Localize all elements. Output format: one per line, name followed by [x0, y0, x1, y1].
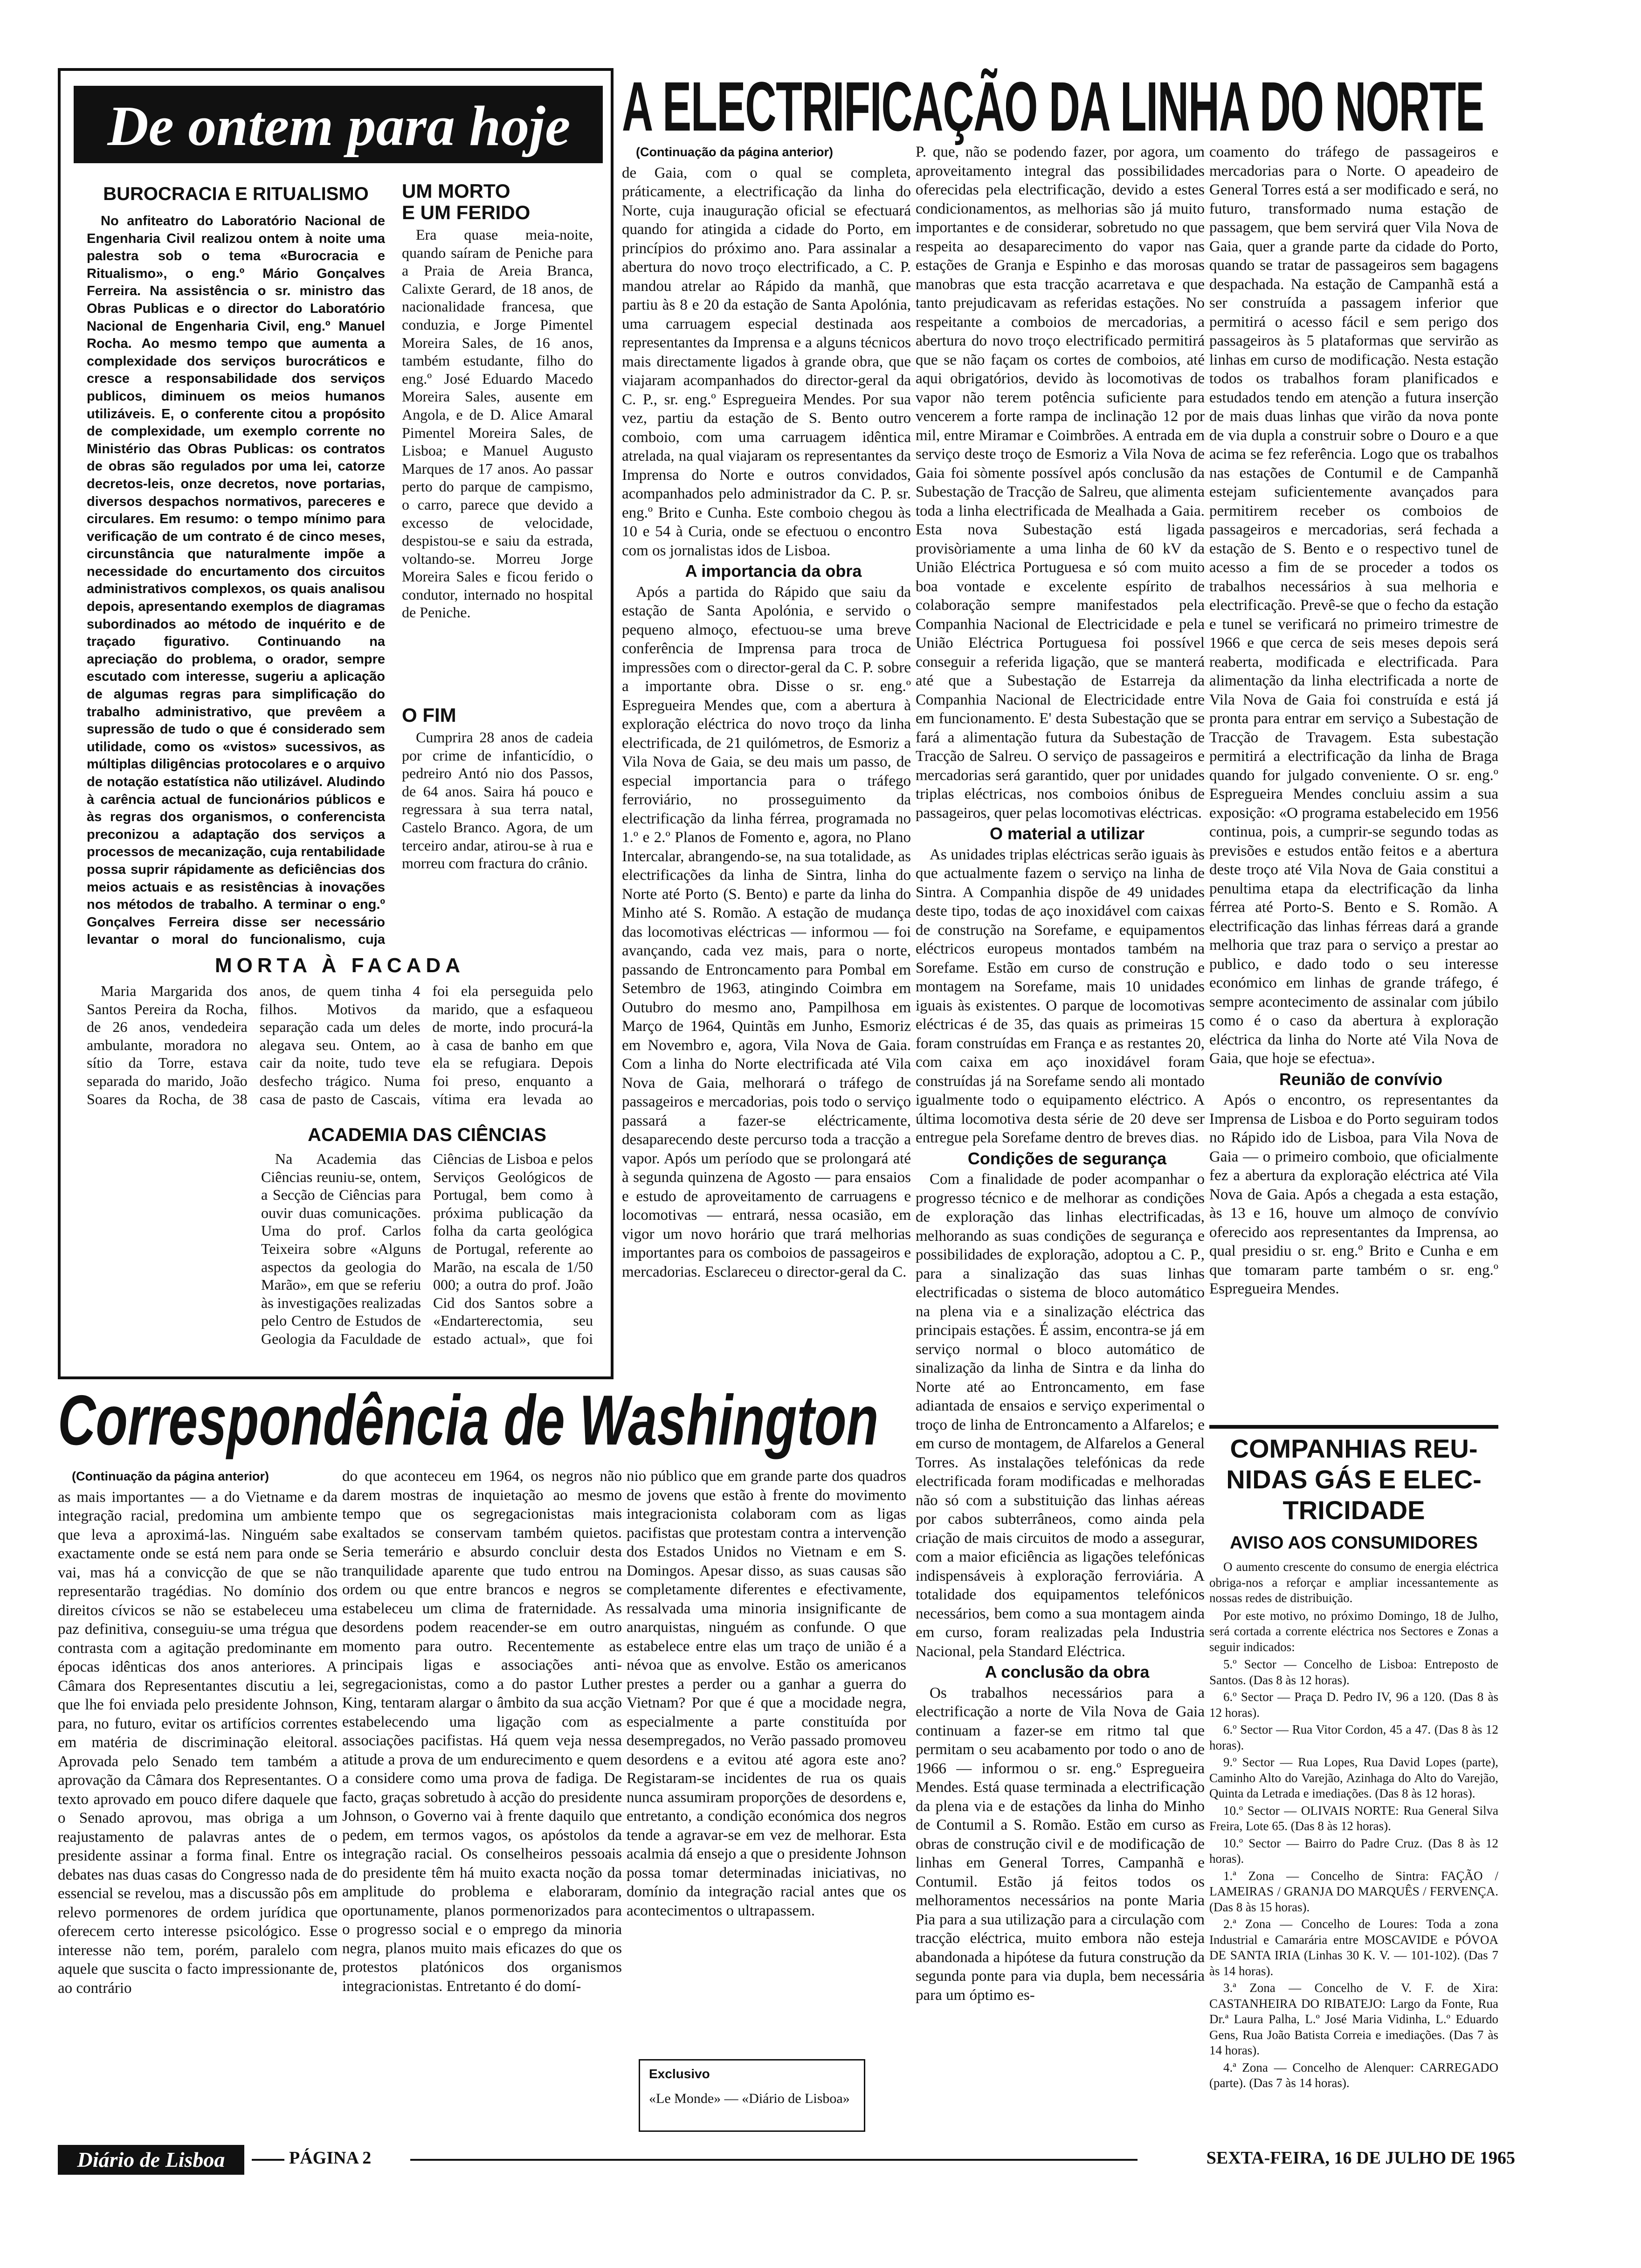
morto-column	[402, 226, 593, 701]
facada-title: MORTA À FACADA	[215, 954, 465, 977]
electrif-c1b-paragraph: Após a partida do Rápido que saiu da estação de Santa Apolónia, e servido o pequeno almoço, efectuou-se uma breve conferência de Imprensa para troca de impressões com o director-geral da C. P. sobre a importante obra. Disse o sr. eng.º Espregueira Mendes que, com a abertura à exploração eléctrica do novo troço da linha electrificada, de 21 quilómetros, de Esmoriz a Vila Nova de Gaia, se deu mais um passo, de especial importancia para o tráfego ferroviário, no prosseguimento da electrificação da linha férrea, programada no 1.º e 2.º Planos de Fomento e, agora, no Plano Intercalar, abrangendo-se, na sua totalidade, as electrificações da linha de Sintra, linha do Norte até Porto (S. Bento) e parte da linha do Minho até S. Romão. A estação de mudança das locomotivas eléctricas — informou — foi avançando, cada vez mais, para o norte, passando de Entroncamento para Pombal em Setembro de 1963, atingindo Coimbra em Outubro do mesmo ano, Pampilhosa em Março de 1964, Quintãs em Junho, Esmoriz em Novembro e, agora, Vila Nova de Gaia. Com a linha do Norte electrificada até Vila Nova de Gaia, melhorará o tráfego de passageiros e mercadorias, pois todo o serviço passará a fazer-se eléctricamente, desaparecendo deste percurso toda a tracção a vapor. Após um período que se prolongará até à segunda quinzena de Agosto — para ensaios e estudo de aproveitamento de carruagens e locomotivas — entrará, nessa ocasião, em vigor um novo horário que trará melhorias importantes para os comboios de passageiros e mercadorias. Esclareceu o director-geral da C.	[622, 583, 911, 1280]
exclusivo-title: Exclusivo	[649, 2067, 710, 2081]
companhias-item: 5.º Sector — Concelho de Lisboa: Entreposto de Santos. (Das 8 às 12 horas).	[1209, 1657, 1498, 1687]
morto-paragraph: Era quase meia-noite, quando saíram de Peniche para a Praia de Areia Branca, Calixte Gerard, de 18 anos, de nacionalidade francesa, que conduzia, e Jorge Pimentel Moreira Sales, de 16 anos, também estudante, filho do eng.º José Eduardo Macedo Moreira Sales, ausente em Angola, e de D. Alice Amaral Pimentel Moreira Sales, de Lisboa; e Manuel Augusto Marques de 17 anos. Ao passar perto do parque de campismo, o carro, parece que devido a excesso de velocidade, despistou-se e saiu da estrada, voltando-se. Morreu Jorge Moreira Sales e ficou ferido o condutor, internado no hospital de Peniche.	[402, 226, 593, 621]
electrif-c3b-paragraph: Após o encontro, os representantes da Imprensa de Lisboa e do Porto seguiram todos no Rápido ido de Lisboa, para Vila Nova de Gaia — o primeiro comboio, que oficialmente fez a abertura da exploração eléctrica até Vila Nova de Gaia. Após a chegada a esta estação, às 13 e 16, houve um almoço de convívio oferecido aos representantes da Imprensa, ao qual presidiu o sr. eng.º Brito e Cunha e em que tomaram parte também o sr. eng.º Espregueira Mendes.	[1209, 1092, 1498, 1297]
companhias-intro: O aumento crescente do consumo de energia eléctrica obriga-nos a reforçar e ampliar incessantemente as nossas redes de distribuição.	[1209, 1560, 1498, 1605]
fim-column	[402, 728, 593, 947]
academia-column	[261, 1150, 593, 1364]
companhias-item: 6.º Sector — Praça D. Pedro IV, 96 a 120. (Das 8 às 12 horas).	[1209, 1690, 1498, 1720]
electrif-c2d-paragraph: Os trabalhos necessários para a electrificação a norte de Vila Nova de Gaia continuam a fazer-se em ritmo tal que permitam o seu acabamento por todo o ano de 1966 — informou o sr. eng.º Espregueira Mendes. Está quase terminada a electrificação da plena via e de estações da linha do Minho de Contumil a S. Romão. Estão em curso as obras de construção civil e de modificação de linhas em General Torres, Campanhã e Contumil. Estão já feitos todos os melhoramentos necessários na ponte Maria Pia para a sua utilização para a circulação com tracção eléctrica, muito embora não esteja abandonada a hipótese da futura construção da segunda ponte para via dupla, bem necessária para um óptimo es-	[916, 1684, 1205, 2004]
masthead-logo: Diário de Lisboa	[58, 2145, 244, 2175]
companhias-item: 10.º Sector — Bairro do Padre Cruz. (Das 8 às 12 horas).	[1209, 1836, 1498, 1866]
electrif-column-2	[916, 143, 1205, 2124]
electrif-c3-paragraph: coamento do tráfego de passageiros e mercadorias para o Norte. O apeadeiro de General Torres está a ser modificado e será, no futuro, transformado numa estação de passagem, que bem servirá quer Vila Nova de Gaia, quer a grande parte da cidade do Porto, quando se tratar de passageiros sem bagagens despachada. Na estação de Campanhã está a ser construída a passagem inferior que permitirá o acesso fácil e sem perigo dos passageiros às 5 plataformas que servirão as linhas em curso de modificação. Nesta estação todos os trabalhos foram planificados e estudados tendo em atenção a futura inserção de mais duas linhas que virão da nova ponte de via dupla a construir sobre o Douro e a que acima se fez referência. Logo que os trabalhos nas estações de Contumil e de Campanhã estejam suficientemente avançados para permitirem receber os comboios de passageiros e mercadorias, será fechada a estação de S. Bento e o respectivo tunel de acesso a fim de se proceder a todos os trabalhos necessários à sua melhoria e electrificação. Prevê-se que o fecho da estação e tunel se verificará no primeiro trimestre de 1966 e que cerca de seis meses depois será reaberta, modificada e electrificada. Para alimentação da linha electrificada a norte de Vila Nova de Gaia foi construída e está já pronta para entrar em serviço a Subestação de Tracção de Travagem. Esta subestação permitirá a electrificação da linha de Braga quando for julgado conveniente. O sr. eng.º Espregueira Mendes concluiu assim a sua exposição: «O programa estabelecido em 1956 continua, pois, a cumprir-se segundo todas as previsões e estudos então feitos e a abertura deste troço até Vila Nova de Gaia constitui a penultima etapa da electrificação da linha férrea até Porto-S. Bento e S. Romão. A electrificação das linhas férreas dará a grande melhoria que traz para o serviço a prestar ao publico, e dado todo o seu interesse económico em linhas de grande tráfego, é sempre acontecimento de assinalar com júbilo como é o caso da abertura à exploração eléctrica da linha do Norte até Vila Nova de Gaia, que hoje se efectua».	[1209, 144, 1498, 1067]
washington-c1-paragraph: as mais importantes — a do Vietname e da integração racial, predomina um ambiente que leva a aproximá-las. Ninguém sabe exactamente onde se está nem para onde se vai, mas há a convicção de que se não representarão tragédias. No domínio dos direitos cívicos se não se estabeleceu uma paz definitiva, conseguiu-se uma trégua que contrasta com a agitação predominante em épocas idênticas dos anos anteriores. A Câmara dos Representantes discutiu a lei, que lhe foi enviada pelo presidente Johnson, para, no futuro, evitar os artifícios correntes em matéria de discriminação eleitoral. Aprovada pelo Senado tem também a aprovação da Câmara dos Representantes. O texto aprovado em pouco difere daquele que o Senado aprovou, mas obriga a um reajustamento de palavras antes de o presidente assinar a forma final. Entre os debates nas duas casas do Congresso nada de essencial se revelou, mas a discussão pôs em relevo pormenores de ordem jurídica que oferecem certo interesse psicológico. Esse interesse não tem, porém, paralelo com aquele que suscita o facto impressionante de, ao contrário	[58, 1488, 338, 1997]
electrif-c2-paragraph: P. que, não se podendo fazer, por agora, um aproveitamento integral das possibilidades oferecidas pela electrificação, devido a estes condicionamentos, as melhorias são já muito importantes e de considerar, sobretudo no que respeita ao desaparecimento do vapor nas estações de Granja e Espinho e das morosas manobras que esta tracção acarretava e que tanto prejudicavam as referidas estações. No respeitante a comboios de mercadorias, a abertura do novo troço electrificado permitirá que se não façam os cortes de comboios, até aqui obrigatórios, devido às locomotivas de vapor não terem potência suficiente para vencerem a forte rampa de inclinação 12 por mil, entre Miramar e Coimbrões. A entrada em serviço deste troço de Esmoriz a Vila Nova de Gaia foi sòmente possível após conclusão da Subestação de Tracção de Salreu, que alimenta toda a linha electrificada de Mealhada a Gaia. Esta nova Subestação está ligada provisòriamente a uma linha de 60 kV da União Eléctrica Portuguesa e só com muito boa vontade e excelente espírito de colaboração sempre manifestados pela Companhia Nacional de Electricidade e pela União Eléctrica Portuguesa foi possível conseguir a referida ligação, que se manterá até que a Subestação de Estarreja da Companhia Nacional de Electricidade entre em funcionamento. E' desta Subestação que se fará a alimentação futura da Subestação de Tracção de Salreu. O serviço de passageiros e mercadorias será garantido, quer por unidades triplas eléctricas, nos comboios ónibus de passageiros, quer pelas locomotivas eléctricas.	[916, 144, 1205, 822]
morto-title-2: E UM FERIDO	[402, 201, 531, 223]
electrif-subhead-conclusao: A conclusão da obra	[985, 1662, 1150, 1681]
companhias-title-1: COMPANHIAS REU-	[1230, 1434, 1478, 1463]
washington-continuation-label: (Continuação da página anterior)	[72, 1469, 269, 1483]
companhias-aviso: AVISO AOS CONSUMIDORES	[1229, 1533, 1478, 1553]
footer-date: SEXTA-FEIRA, 16 DE JULHO DE 1965	[1206, 2148, 1515, 2168]
companhias-item: 10.º Sector — OLIVAIS NORTE: Rua General Silva Freira, Lote 65. (Das 8 às 12 horas).	[1209, 1803, 1498, 1833]
footer-rule-left	[252, 2159, 284, 2161]
burocracia-title: BUROCRACIA E RITUALISMO	[103, 184, 369, 204]
electrif-subhead-material: O material a utilizar	[989, 824, 1145, 843]
exclusivo-sources: «Le Monde» — «Diário de Lisboa»	[649, 2091, 850, 2106]
washington-c2-paragraph: do que aconteceu em 1964, os negros não darem mostras de inquietação ao mesmo tempo que os segregacionistas mais exaltados se conservam também quietos. Seria temerário e absurdo concluir desta tranquilidade aparente que tudo entrou na ordem ou que entre brancos e negros se estabeleceu um clima de fraternidade. As desordens podem reacender-se em outro momento para outro. Recentemente as principais ligas e associações anti-segregacionistas, como a do pastor Luther King, tentaram alargar o âmbito da sua acção estabelecendo uma ligação com as associações pacifistas. Há quem veja nessa atitude a prova de um endurecimento e quem a considere como uma prova de fadiga. De facto, graças sobretudo à acção do presidente Johnson, o Governo vai à frente daquilo que pedem, em termos vagos, os apóstolos da integração racial. Os conselheiros pessoais do presidente têm há muito exacta noção da amplitude do problema e elaboraram, oportunamente, planos pormenorizados para o progresso social e o emprego da minoria negra, planos muito mais eficazes do que os protestos platónicos dos organismos integracionistas. Entretanto é do domí-	[342, 1468, 622, 1995]
washington-c3-paragraph: nio público que em grande parte dos quadros de jovens que estão à frente do movimento integracionista colaboram com as ligas pacifistas que protestam contra a intervenção dos Estados Unidos no Vietnam e em S. Domingos. Apesar disso, as suas causas são completamente diferentes e efectivamente, ressalvada uma minoria insignificante de anarquistas, ninguém as confunde. O que estabelece entre elas um traço de união é a névoa que as envolve. Estão os americanos prestes a perder ou a ganhar a guerra do Vietnam? Por que é que a mocidade negra, especialmente a parte constituída por desempregados, no Verão passado promoveu desordens e a evitou até agora este ano? Registaram-se incidentes de rua os quais nunca assumiram proporções de desordens e, entretanto, a condição económica dos negros tende a agravar-se em vez de melhorar. Esta acalmia dá ensejo a que o presidente Johnson possa tomar determinadas iniciativas, no domínio da integração racial antes que os acontecimentos o ultrapassem.	[627, 1468, 906, 1919]
washington-column-3	[627, 1467, 906, 2054]
electrif-subhead-seguranca: Condições de segurança	[967, 1148, 1167, 1168]
companhias-item: 9.º Sector — Rua Lopes, Rua David Lopes (parte), Caminho Alto do Varejão, Azinhaga do Alto do Varejão, Quinta da Letrada e imediações. (Das 8 às 12 horas).	[1209, 1755, 1498, 1800]
main-headline: A ELECTRIFICAÇÃO DA LINHA DO NORTE	[622, 67, 1484, 145]
facada-paragraph: Maria Margarida dos Santos Pereira da Rocha, de 26 anos, vendedeira ambulante, moradora no sítio da Torre, estava separada do marido, João Soares da Rocha, de 38 anos, de quem tinha 4 filhos. Motivos da separação cada um deles alegava seu. Ontem, ao cair da noite, tudo teve desfecho trágico. Numa casa de pasto de Cascais, foi ela perseguida pelo marido, que a esfaqueou de morte, indo procurá-la à casa de banho em que ela se refugiara. Depois foi preso, enquanto a vítima era levada ao	[87, 982, 593, 1107]
academia-title: ACADEMIA DAS CIÊNCIAS	[308, 1125, 546, 1145]
washington-column-2	[342, 1467, 622, 2143]
footer-page-number: PÁGINA 2	[289, 2148, 372, 2168]
companhias-item: 6.º Sector — Rua Vitor Cordon, 45 a 47. (Das 8 às 12 horas).	[1209, 1722, 1498, 1752]
electrif-column-1	[622, 143, 911, 1369]
companhias-item: 1.ª Zona — Concelho de Sintra: FAÇÃO / LAMEIRAS / GRANJA DO MARQUÊS / FERVENÇA. (Das 8 às 15 horas).	[1209, 1868, 1498, 1914]
companhias-item: 2.ª Zona — Concelho de Loures: Toda a zona Industrial e Camarária entre MOSCAVIDE e PÓVOA DE SANTA IRIA (Linhas 30 K. V. — 101-102). (Das 7 às 14 horas).	[1209, 1917, 1498, 1978]
morto-title-1: UM MORTO	[402, 180, 510, 202]
fim-title: O FIM	[402, 704, 456, 726]
electrif-c1-paragraph: de Gaia, com o qual se completa, práticamente, a electrificação da linha do Norte, cuja inauguração oficial se efectuará quando for atingida a cidade do Porto, em princípios do próximo ano. Para assinalar a abertura do novo troço electrificado, a C. P. mandou atrelar ao Rápido da manhã, que partiu às 8 e 20 da estação de Santa Apolónia, uma carruagem especial destinada aos representantes da Imprensa e a alguns técnicos mais directamente ligados à grande obra, que viajaram acompanhados do director-geral da C. P., sr. eng.º Espregueira Mendes. Por sua vez, partiu da estação de S. Bento outro comboio, com uma carruagem idêntica atrelada, na qual viajaram os representantes da Imprensa do Norte e outros convidados, acompanhados pelo administrador da C. P. sr. eng.º Brito e Cunha. Este comboio chegou às 10 e 54 à Curia, onde se efectuou o encontro com os jornalistas idos de Lisboa.	[622, 164, 911, 559]
electrif-c2c-paragraph: Com a finalidade de poder acompanhar o progresso técnico e de melhorar as condições de exploração das linhas electrificadas, melhorando as suas condições de segurança e possibilidades de exploração, adoptou a C. P., para a sinalização das suas linhas electrificadas o sistema de bloco automático na plena via e a sinalização eléctrica das principais estações. É assim, encontra-se já em serviço normal o bloco automático de sinalização da linha de Sintra e da linha do Norte até ao Entroncamento, em fase adiantada de ensaios e serviço experimental o troço de linha de Entroncamento a Alfarelos; e em curso de montagem, de Alfarelos a General Torres. As instalações telefónicas da rede electrificada foram modificadas e melhoradas não só com a substituição das linhas aéreas por cabos subterrâneos, como ainda pela criação de mais circuitos de modo a assegurar, com a maior eficiência as ligações telefónicas indispensáveis à exploração ferroviária. A totalidade dos equipamentos telefónicos necessários, bem como a sua montagem ainda em curso, foram realizadas pela Industria Nacional, pela Standard Eléctrica.	[916, 1171, 1205, 1660]
washington-headline: Correspondência de Washington	[58, 1381, 879, 1460]
companhias-intro-2: Por este motivo, no próximo Domingo, 18 de Julho, será cortada a corrente eléctrica nos Sectores e Zonas a seguir indicados:	[1209, 1608, 1498, 1654]
electrif-subhead-importancia: A importancia da obra	[685, 561, 862, 581]
footer-rule-middle	[410, 2159, 1138, 2161]
companhias-title-2: NIDAS GÁS E ELEC-	[1226, 1465, 1482, 1494]
de-ontem-banner-title: De ontem para hoje	[107, 95, 571, 158]
washington-column-1	[58, 1467, 338, 2143]
fim-paragraph: Cumprira 28 anos de cadeia por crime de infanticídio, o pedreiro Antó nio dos Passos, de 64 anos. Saira há pouco e regressara à sua terra natal, Castelo Branco. Agora, de um terceiro andar, atirou-se à rua e morreu com fractura do crânio.	[402, 729, 593, 872]
companhias-item: 3.ª Zona — Concelho de V. F. de Xira: CASTANHEIRA DO RIBATEJO: Largo da Fonte, Rua Dr.ª Laura Palha, L.º José Maria Vidinha, L.º Eduardo Gens, Rua João Batista Correia e imediações. (Das 7 às 14 horas).	[1209, 1981, 1498, 2057]
companhias-item: 4.ª Zona — Concelho de Alenquer: CARREGADO (parte). (Das 7 às 14 horas).	[1209, 2060, 1498, 2090]
burocracia-column	[87, 213, 385, 949]
electrif-subhead-convivio: Reunião de convívio	[1279, 1069, 1443, 1089]
electrif-continuation-label: (Continuação da página anterior)	[636, 145, 834, 159]
electrif-c2b-paragraph: As unidades triplas eléctricas serão iguais às que actualmente fazem o serviço na linha de Sintra. A Companhia dispõe de 49 unidades deste tipo, todas de aço inoxidável com caixas de construção na Sorefame, e equipamentos eléctricos europeus montados também na Sorefame. Estão em curso de construção e montagem na Sorefame, mais 10 unidades iguais às existentes. O parque de locomotivas eléctricas é de 35, das quais as primeiras 15 foram construídas em França e as restantes 20, com caixa em aço inoxidável foram construídas já na Sorefame sendo ali montado igualmente todo o equipamento eléctrico. A última locomotiva desta série de 20 deve ser entregue pela Sorefame dentro de breves dias.	[916, 846, 1205, 1146]
companhias-column	[1209, 1559, 1498, 2142]
companhias-top-rule	[1209, 1425, 1498, 1429]
facada-column	[87, 982, 593, 1117]
electrif-column-3	[1209, 143, 1498, 1416]
academia-paragraph: Na Academia das Ciências reuniu-se, ontem, a Secção de Ciências para ouvir duas comunicações. Uma do prof. Carlos Teixeira sobre «Alguns aspectos da geologia do Marão», em que se referiu às investigações realizadas pelo Centro de Estudos de Geologia da Faculdade de Ciências de Lisboa e pelos Serviços Geológicos de Portugal, bem como à próxima publicação da folha da carta geológica de Portugal, referente ao Marão, na escala de 1/50 000; a outra do prof. João Cid dos Santos sobre a «Endarterectomia, seu estado actual», que foi	[261, 1150, 593, 1347]
burocracia-paragraph: No anfiteatro do Laboratório Nacional de Engenharia Civil realizou ontem à noite uma palestra sob o tema «Burocracia e Ritualismo», o eng.º Mário Gonçalves Ferreira. Na assistência o sr. ministro das Obras Publicas e o director do Laboratório Nacional de Engenharia Civil, eng.º Manuel Rocha. Ao mesmo tempo que aumenta a complexidade dos serviços burocráticos e cresce a responsabilidade dos serviços publicos, diminuem os meios humanos utilizáveis. E, o conferente citou a propósito de complexidade, um exemplo corrente no Ministério das Obras Publicas: os contratos de obras são regulados por uma lei, catorze decretos-leis, onze decretos, nove portarias, diversos despachos normativos, pareceres e circulares. Em resumo: o tempo mínimo para verificação de um contrato é de cinco meses, circunstância que naturalmente impõe a necessidade do encurtamento dos circuitos administrativos complexos, os quais analisou depois, apresentando exemplos de diagramas subordinados ao método de inquérito e de traçado figurativo. Continuando na apreciação do problema, o orador, sempre escutado com interesse, sugeriu a aplicação de algumas regras para simplificação do trabalho administrativo, que prevêem a supressão de tudo o que é considerado sem utilidade, como os «vistos» sucessivos, as múltiplas diligências protocolares e o arquivo de notação estatística não utilizável. Aludindo à carência actual de funcionários públicos e às regras dos organismos, o conferencista preconizou a adaptação dos serviços a processos de mecanização, cuja rentabilidade possa suprir rápidamente as deficiências dos meios actuais e as resistências à inovações nos métodos de trabalho. A terminar o eng.º Gonçalves Ferreira disse ser necessário levantar o moral do funcionalismo, cuja	[87, 214, 385, 947]
companhias-title-3: TRICIDADE	[1282, 1495, 1425, 1525]
